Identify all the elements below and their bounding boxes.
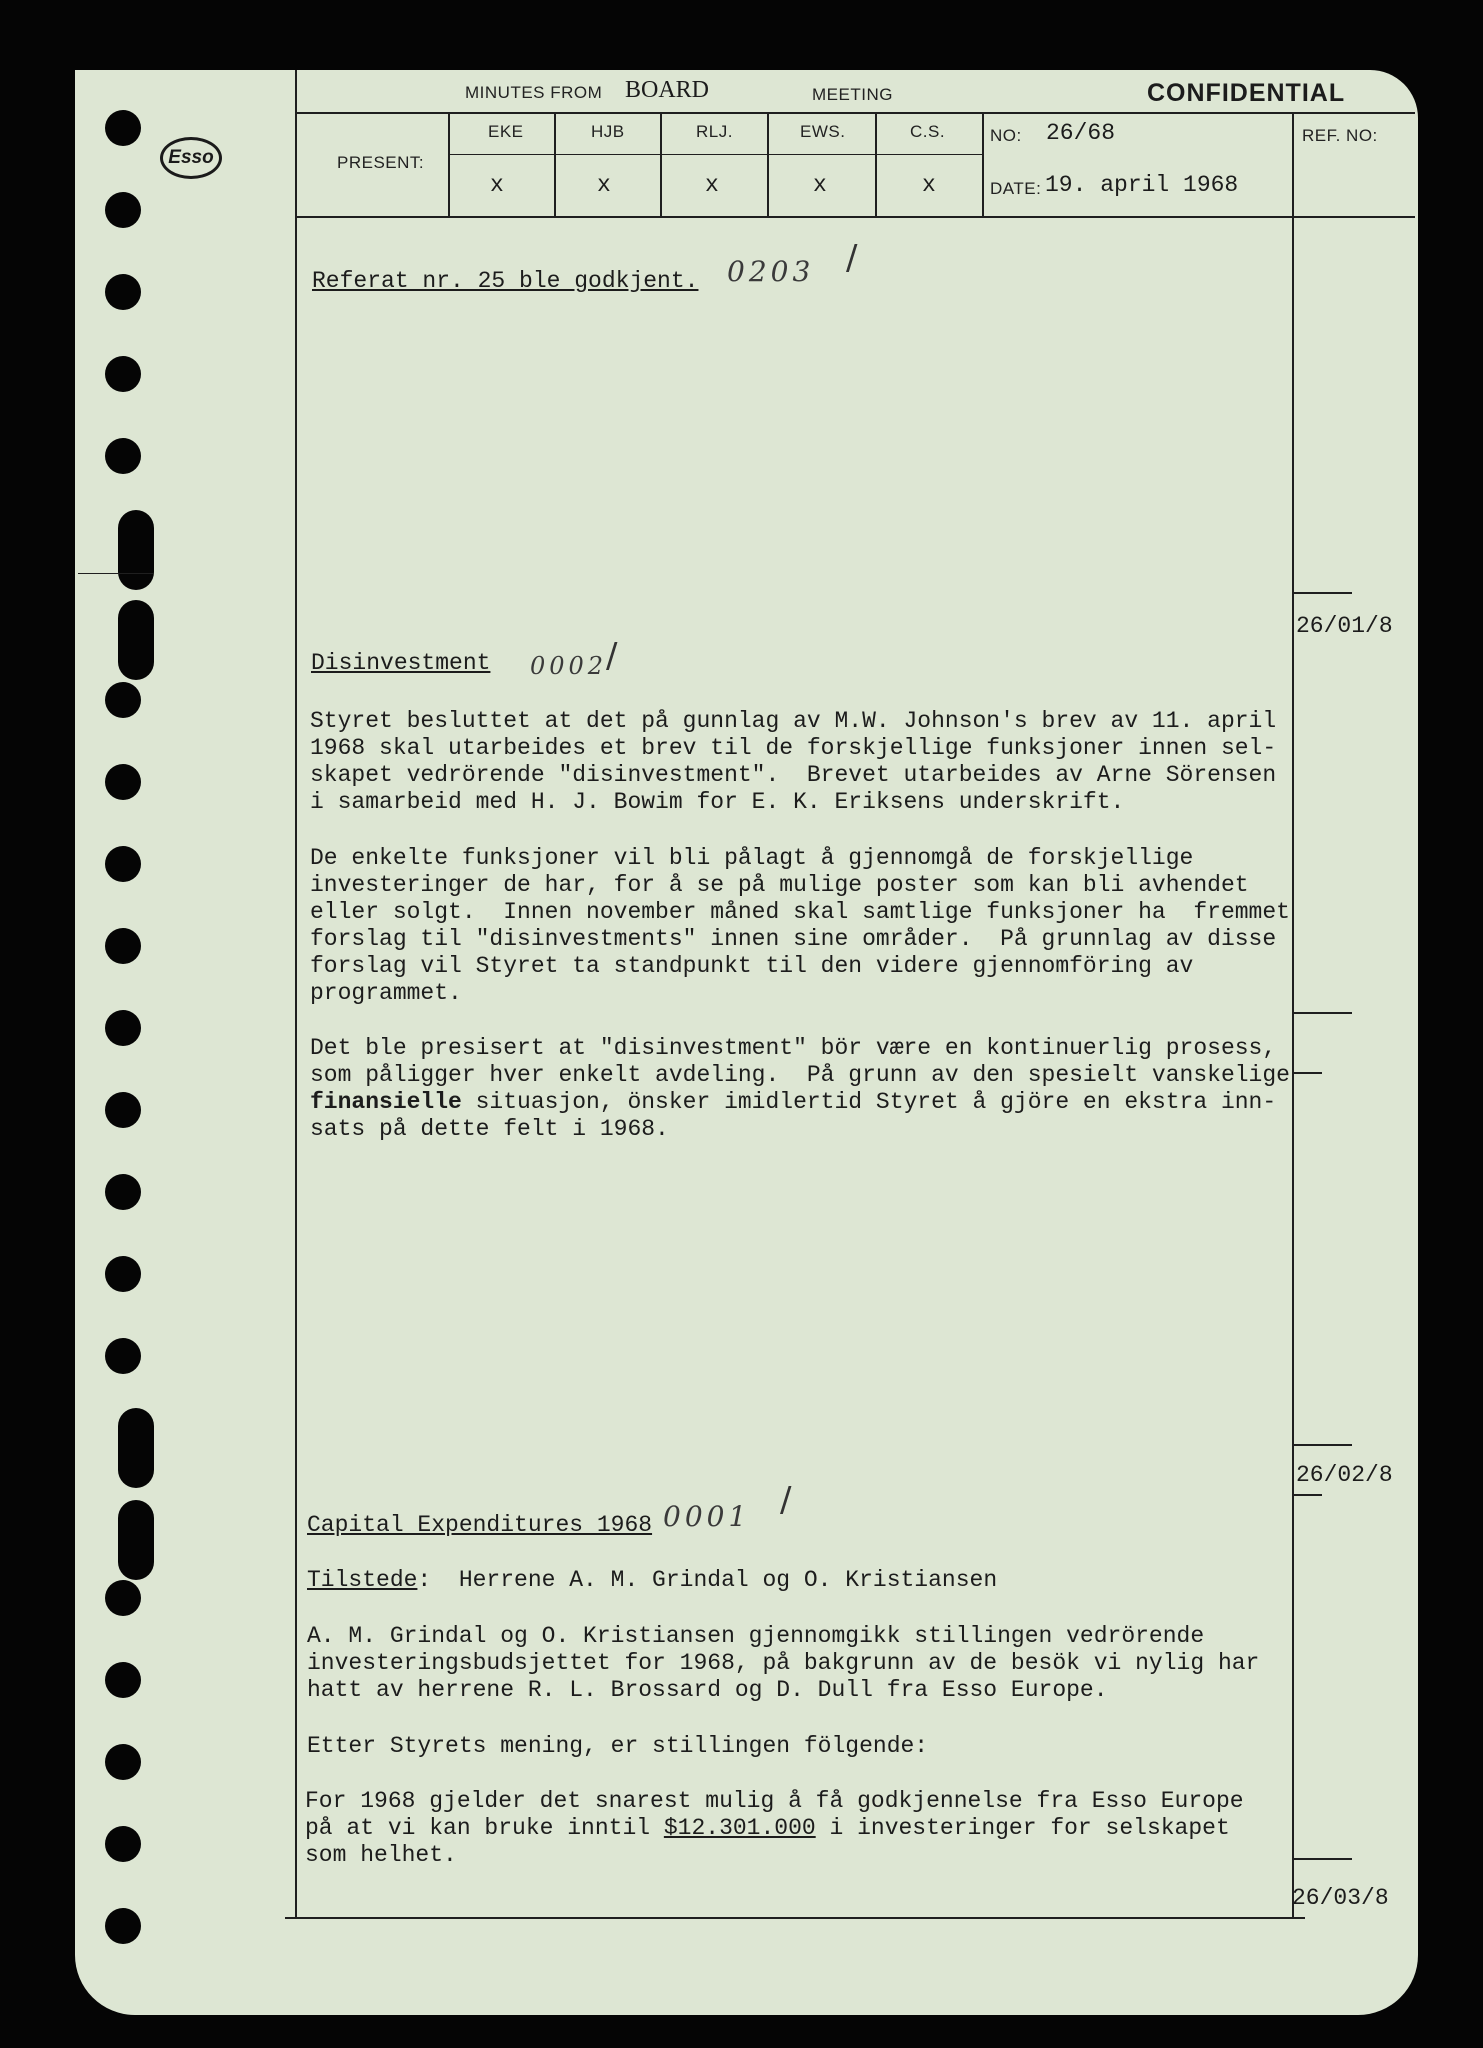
- attendee-mid-rule: [448, 154, 982, 155]
- binder-slot: [118, 510, 154, 590]
- binder-hole: [105, 356, 141, 392]
- binder-hole: [105, 682, 141, 718]
- ref-tick: [1292, 1072, 1322, 1074]
- paragraph: Styret besluttet at det på gunnlag av M.W. Johnson's brev av 11. april 1968 skal utarbeides et brev til de forskjellige funksjoner innen sel- skapet vedrörende "disinvestment". Brevet utarbeides av Arne Sörensen i samarbeid med H. J. Bowim for E. K. Eriksens underskrift.: [310, 708, 1277, 815]
- binder-hole: [105, 1092, 141, 1128]
- attendee-col-rule: [554, 112, 556, 216]
- margin-mark: [78, 573, 153, 574]
- binder-hole: [105, 764, 141, 800]
- paragraph: [305, 1788, 1295, 1869]
- attendee-col-rule: [982, 112, 984, 216]
- attendee-col-rule: [767, 112, 769, 216]
- binder-hole: [105, 192, 141, 228]
- paragraph: [310, 1035, 1300, 1143]
- binder-slot: [118, 600, 154, 680]
- paragraph-text: For 1968 gjelder det snarest mulig å få godkjennelse fra Esso Europe på at vi kan bruke inntil: [305, 1788, 1244, 1841]
- ref-number: 26/03/8: [1292, 1885, 1389, 1911]
- attendee-initials: RLJ.: [696, 122, 733, 141]
- paragraph: A. M. Grindal og O. Kristiansen gjennomgikk stillingen vedrörende investeringsbudsjettet for 1968, på bakgrunn av de besök vi nylig har hatt av herrene R. L. Brossard og D. Dull fra Esso Europe.: [307, 1623, 1260, 1703]
- referat-line: Referat nr. 25 ble godkjent.: [312, 268, 699, 294]
- binder-hole: [105, 1908, 141, 1944]
- tilstede-line: [307, 1567, 997, 1593]
- section-heading-capex: Capital Expenditures 1968: [307, 1512, 653, 1538]
- attendee-col-rule: [660, 112, 662, 216]
- body-bottom-rule: [285, 1917, 1305, 1919]
- attendee-col-rule: [875, 112, 877, 216]
- header-bottom-rule: [295, 216, 1415, 218]
- attendee-initials: HJB: [591, 122, 625, 141]
- ref-no-label: REF. NO:: [1302, 126, 1378, 145]
- date-label: DATE:: [990, 179, 1042, 198]
- attendee-initials: EWS.: [800, 122, 846, 141]
- binder-hole: [105, 1662, 141, 1698]
- checkmark-icon: /: [606, 636, 618, 676]
- binder-hole: [105, 1826, 141, 1862]
- attendee-col-rule: [448, 112, 450, 216]
- attendee-mark: x: [813, 172, 827, 198]
- ref-tick: [1292, 1494, 1322, 1496]
- tilstede-text: : Herrene A. M. Grindal og O. Kristiansen: [417, 1567, 998, 1593]
- header-left-rule: [295, 70, 297, 218]
- confidential-stamp: CONFIDENTIAL: [1147, 79, 1346, 107]
- bold-word: finansielle: [310, 1089, 462, 1115]
- binder-hole: [105, 1010, 141, 1046]
- attendee-mark: x: [597, 172, 611, 198]
- meeting-label: MEETING: [812, 85, 893, 104]
- amount: $12.301.000: [663, 1815, 816, 1841]
- meeting-body: BOARD: [625, 77, 710, 103]
- attendee-mark: x: [922, 172, 936, 198]
- date-value: 19. april 1968: [1045, 172, 1239, 198]
- paragraph-text: i investeringer for selskapet som helhet.: [305, 1815, 1230, 1868]
- checkmark-icon: /: [846, 238, 858, 278]
- paragraph-text: Det ble presisert at "disinvestment" bör være en kontinuerlig prosess, som påligger hver enkelt avdeling. På grunn av den spesielt vanskelige: [310, 1035, 1290, 1088]
- binder-slot: [118, 1408, 154, 1488]
- ref-tick: [1292, 1858, 1352, 1860]
- attendee-initials: C.S.: [910, 122, 946, 141]
- ref-tick: [1292, 1444, 1352, 1446]
- ref-number: 26/02/8: [1296, 1462, 1393, 1488]
- attendee-initials: EKE: [488, 122, 524, 141]
- esso-logo: Esso: [160, 137, 222, 179]
- handwritten-annotation: 0203: [727, 255, 815, 288]
- binder-hole: [105, 1580, 141, 1616]
- handwritten-annotation: 0001: [663, 1500, 751, 1533]
- paragraph: Etter Styrets mening, er stillingen fölgende:: [307, 1733, 929, 1759]
- binder-hole: [105, 928, 141, 964]
- ref-tick: [1292, 592, 1352, 594]
- binder-hole: [105, 1744, 141, 1780]
- binder-hole: [105, 1256, 141, 1292]
- minutes-from-label: MINUTES FROM: [465, 83, 603, 102]
- binder-slot: [118, 1500, 154, 1580]
- binder-hole: [105, 1174, 141, 1210]
- checkmark-icon: /: [780, 1480, 792, 1520]
- number-value: 26/68: [1046, 120, 1116, 146]
- paragraph-text: situasjon, önsker imidlertid Styret å gjöre en ekstra inn- sats på dette felt i 1968.: [310, 1089, 1277, 1142]
- present-label: PRESENT:: [337, 153, 425, 172]
- body-left-rule: [295, 218, 297, 1918]
- binder-hole: [105, 1338, 141, 1374]
- ref-number: 26/01/8: [1296, 613, 1393, 639]
- tilstede-label: Tilstede: [307, 1567, 418, 1593]
- attendee-mark: x: [490, 172, 504, 198]
- attendee-mark: x: [705, 172, 719, 198]
- binder-hole: [105, 110, 141, 146]
- binder-hole: [105, 274, 141, 310]
- binder-hole: [105, 438, 141, 474]
- paragraph: De enkelte funksjoner vil bli pålagt å gjennomgå de forskjellige investeringer de har, for å se på mulige poster som kan bli avhendet eller solgt. Innen november måned skal samtlige funksjoner ha fremmet forslag til "disinvestments" innen sine områder. På grunnlag av disse forslag vil Styret ta standpunkt til den videre gjennomföring av programmet.: [310, 845, 1290, 1006]
- header-top-rule: [295, 112, 1415, 114]
- number-label: NO:: [990, 126, 1022, 145]
- section-heading-disinvestment: Disinvestment: [311, 650, 491, 676]
- binder-hole: [105, 846, 141, 882]
- ref-tick: [1292, 1012, 1352, 1014]
- handwritten-annotation: 0002: [530, 652, 608, 680]
